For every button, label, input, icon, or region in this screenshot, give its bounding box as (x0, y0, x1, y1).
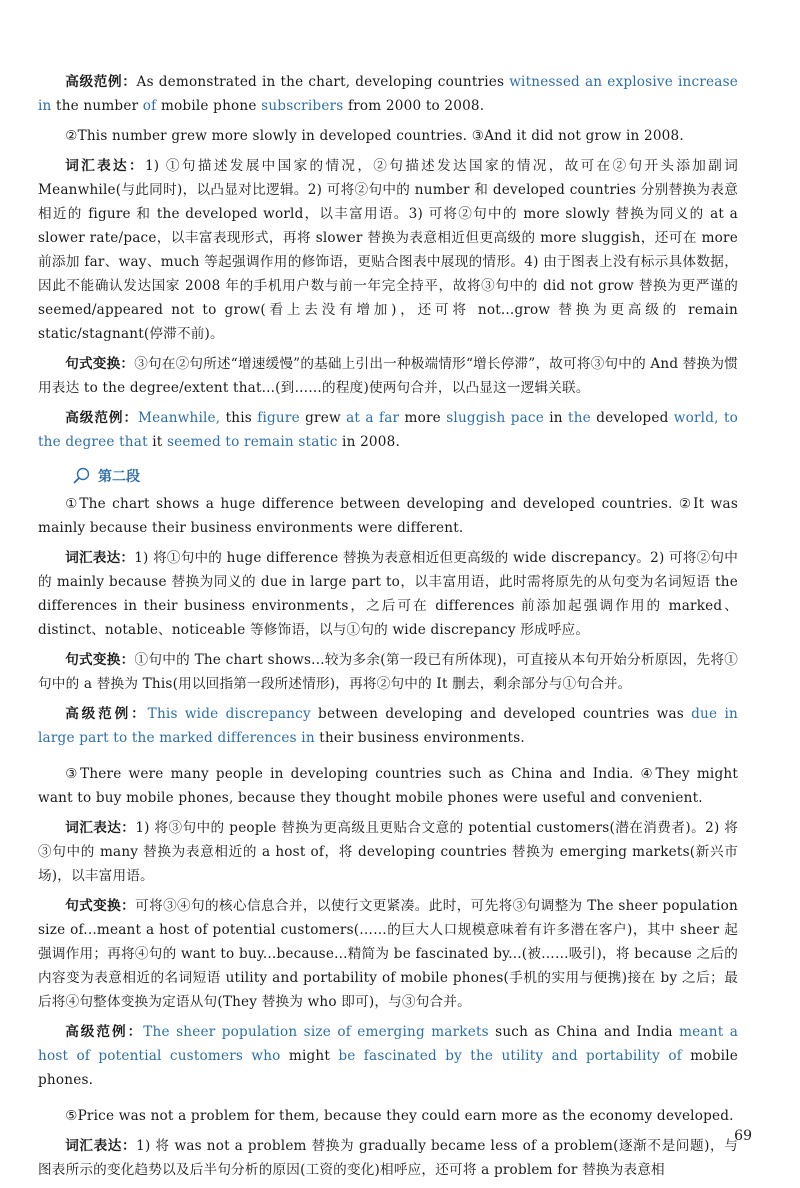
text-run: in (543, 410, 569, 426)
highlighted-phrase: world, to the degree that (38, 410, 738, 450)
text-run: between developing and developed countries was (310, 706, 692, 722)
text-run: ③句在②句所述“增速缓慢”的基础上引出一种极端情形“增长停滞”，故可将③句中的 And 替换为惯用表达 to the degree/extent that...(到……的程度)使两句合并，以凸显这一逻辑关联。 (38, 356, 739, 396)
text-run: ③There were many people in developing countries such as China and India. ④They might want to buy mobile phones, because they thought mobile phones were useful and convenient. (38, 766, 738, 806)
vocab-label: 词汇表达： (65, 1138, 137, 1154)
model-paragraph (38, 1020, 738, 1092)
highlighted-phrase: The sheer population size of emerging markets (143, 1024, 489, 1040)
text-run: developed (590, 410, 674, 426)
highlighted-phrase: sluggish pace (446, 410, 544, 426)
text-run: ①句中的 The chart shows...较为多余(第一段已有所体现)，可直接从本句开始分析原因，先将①句中的 a 替换为 This(用以回指第一段所述情形)，再将②句中的 It 删去，剩余部分与①句合并。 (38, 652, 738, 692)
highlighted-phrase: the (568, 410, 591, 426)
original-sentence (38, 124, 738, 148)
highlighted-phrase: of (142, 98, 157, 114)
highlighted-phrase: meant a host of potential customers who (38, 1024, 739, 1064)
original-sentence (38, 492, 738, 540)
original-sentence (38, 1104, 738, 1128)
sentence-paragraph (38, 352, 738, 400)
text-run: mobile phone (156, 98, 262, 114)
highlighted-phrase: at a far (346, 410, 400, 426)
text-run: their business environments. (314, 730, 525, 746)
vocab-paragraph (38, 546, 738, 642)
highlighted-phrase: be fascinated by the utility and portability of (338, 1048, 682, 1064)
model-label: 高级范例： (65, 410, 139, 426)
sentence-label: 句式变换： (65, 652, 135, 668)
sentence-paragraph (38, 648, 738, 696)
highlighted-phrase: witnessed an explosive increase in (38, 74, 738, 114)
highlighted-phrase: figure (257, 410, 300, 426)
text-run: 1) 将①句中的 huge difference 替换为表意相近但更高级的 wide discrepancy。2) 可将②句中的 mainly because 替换为同义的 due in large part to，以丰富用语，此时需将原先的从句变为名词短语 the differences in their business environments，之后可在 differences 前添加起强调作用的 marked、distinct、notable、noticeable 等修饰语，以与①句的 wide discrepancy 形成呼应。 (38, 550, 738, 638)
highlighted-phrase: due in large part to the marked differences in (38, 706, 738, 746)
text-run: more (399, 410, 447, 426)
text-run: grew (299, 410, 347, 426)
vocab-paragraph (38, 1134, 738, 1182)
text-run: in 2008. (337, 434, 400, 450)
magnifier-icon (72, 467, 92, 485)
vocab-paragraph (38, 154, 738, 346)
text-run: it (147, 434, 167, 450)
vocab-label: 词汇表达： (65, 158, 145, 174)
model-paragraph (38, 702, 738, 750)
text-run: this (220, 410, 258, 426)
text-run: mobile phones. (38, 1048, 738, 1088)
vocab-paragraph (38, 816, 738, 888)
document-body (38, 70, 738, 1188)
section-heading (72, 466, 738, 486)
model-paragraph (38, 70, 738, 118)
text-run: 1) 将③句中的 people 替换为更高级且更贴合文意的 potential customers(潜在消费者)。2) 将③句中的 many 替换为表意相近的 a host of，将 developing countries 替换为 emerging markets(新兴市场)，以丰富用语。 (38, 820, 738, 884)
text-run: might (280, 1048, 339, 1064)
sentence-label: 句式变换： (65, 356, 135, 372)
text-run: ⑤Price was not a problem for them, because they could earn more as the economy developed. (65, 1108, 734, 1124)
text-run: 1) ①句描述发展中国家的情况，②句描述发达国家的情况，故可在②句开头添加副词Meanwhile(与此同时)，以凸显对比逻辑。2) 可将②句中的 number 和 developed countries 分别替换为表意相近的 figure 和 the developed world，以丰富用语。3) 可将②句中的 more slowly 替换为同义的 at a slower rate/pace，以丰富表现形式，再将 slower 替换为表意相近但更高级的 more sluggish，还可在 more 前添加 far、way、much 等起强调作用的修饰语，更贴合图表中展现的情形。4) 由于图表上没有标示具体数据，因此不能确认发达国家 2008 年的手机用户数与前一年完全持平，故将③句中的 did not grow 替换为更严谨的 seemed/appeared not to grow(看上去没有增加)，还可将 not...grow 替换为更高级的 remain static/stagnant(停滞不前)。 (38, 158, 738, 342)
highlighted-phrase: subscribers (261, 98, 344, 114)
sentence-label: 句式变换： (65, 898, 136, 914)
vocab-label: 词汇表达： (65, 550, 135, 566)
model-label: 高级范例： (65, 74, 137, 90)
text-run: ①The chart shows a huge difference between developing and developed countries. ②It was mainly because their business environments were different. (38, 496, 738, 536)
page-number: 69 (734, 1128, 752, 1144)
text-run: from 2000 to 2008. (343, 98, 485, 114)
text-run: 1) 将 was not a problem 替换为 gradually became less of a problem(逐渐不是问题)，与图表所示的变化趋势以及后半句分析的原因(工资的变化)相呼应，还可将 a problem for 替换为表意相 (38, 1138, 739, 1178)
highlighted-phrase: Meanwhile, (138, 410, 221, 426)
text-run: 可将③④句的核心信息合并，以使行文更紧凑。此时，可先将③句调整为 The sheer population size of...meant a host of potential customers(……的巨大人口规模意味着有许多潜在客户)，其中 sheer 起强调作用；再将④句的 want to buy...because...精简为 be fascinated by...(被……吸引)，将 because 之后的内容变为表意相近的名词短语 utility and portability of mobile phones(手机的实用与便携)接在 by 之后；最后将④句整体变换为定语从句(They 替换为 who 即可)，与③句合并。 (38, 898, 739, 1010)
text-run: such as China and India (488, 1024, 680, 1040)
sentence-paragraph (38, 894, 738, 1014)
section-title: 第二段 (98, 469, 140, 485)
model-paragraph (38, 406, 738, 454)
original-sentence (38, 762, 738, 810)
text-run: the number (51, 98, 143, 114)
text-run: ②This number grew more slowly in developed countries. ③And it did not grow in 2008. (65, 128, 684, 144)
model-label: 高级范例： (65, 706, 148, 722)
model-label: 高级范例： (65, 1024, 144, 1040)
vocab-label: 词汇表达： (65, 820, 136, 836)
highlighted-phrase: seemed to remain static (167, 434, 338, 450)
text-run: As demonstrated in the chart, developing countries (136, 74, 510, 90)
highlighted-phrase: This wide discrepancy (147, 706, 311, 722)
